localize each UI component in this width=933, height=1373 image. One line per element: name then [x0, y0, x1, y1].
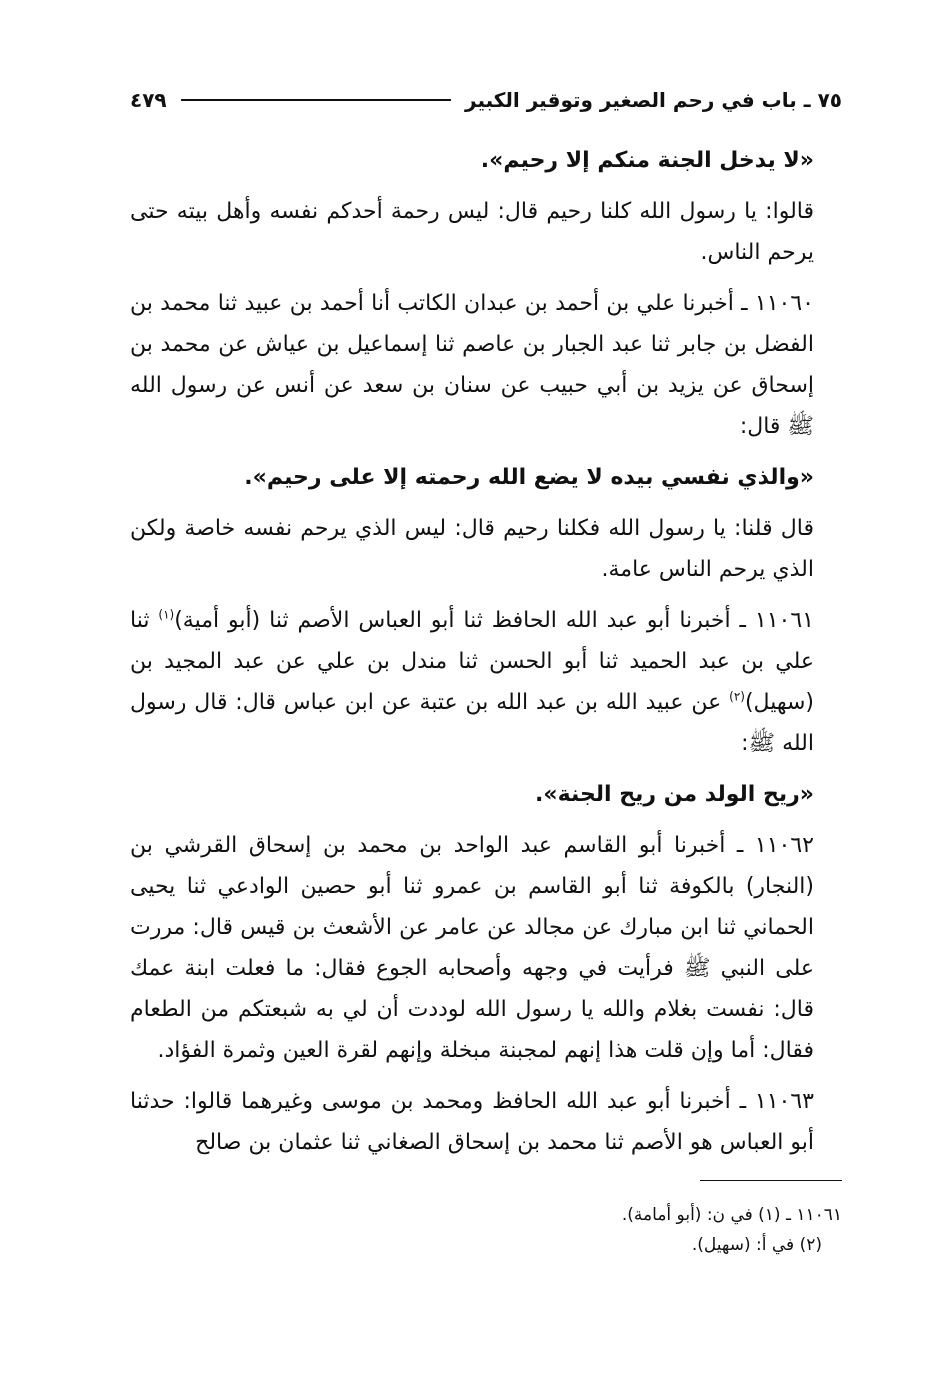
footnote-ref-2[interactable]: (٢): [729, 689, 745, 704]
hadith-11061-part-c: عن عبيد الله بن عبد الله بن عتبة عن ابن عباس قال: قال رسول الله ﷺ:: [130, 690, 814, 756]
paragraph-5: قال قلنا: يا رسول الله فكلنا رحيم قال: ليس الذي يرحم نفسه خاصة ولكن الذي يرحم الناس عامة.: [130, 516, 814, 582]
paragraph-2: قالوا: يا رسول الله كلنا رحيم قال: ليس رحمة أحدكم نفسه وأهل بيته حتى يرحم الناس.: [130, 199, 814, 265]
hadith-11061: [130, 600, 842, 764]
hadith-11060: ١١٠٦٠ ـ أخبرنا علي بن أحمد بن عبدان الكاتب أنا أحمد بن عبيد ثنا محمد بن الفضل بن جابر ثنا عبد الجبار بن عاصم ثنا إسماعيل بن عياش عن محمد بن إسحاق عن يزيد بن أبي حبيب عن سنان بن سعد عن أنس عن رسول الله ﷺ قال:: [130, 291, 814, 439]
hadith-11063: ١١٠٦٣ ـ أخبرنا أبو عبد الله الحافظ ومحمد بن موسى وغيرهما قالوا: حدثنا أبو العباس هو الأصم ثنا محمد بن إسحاق الصغاني ثنا عثمان بن صالح: [130, 1089, 814, 1155]
hadith-11062: ١١٠٦٢ ـ أخبرنا أبو القاسم عبد الواحد بن محمد بن إسحاق القرشي بن (النجار) بالكوفة ثنا أبو القاسم بن عمرو ثنا أبو حصين الوادعي ثنا يحيى الحماني ثنا ابن مبارك عن مجالد عن عامر عن الأشعث بن قيس قال: مررت على النبي ﷺ فرأيت في وجهه وأصحابه الجوع فقال: ما فعلت ابنة عمك قال: نفست بغلام والله يا رسول الله لوددت أن لي به شبعتكم من الطعام فقال: أما وإن قلت هذا إنهم لمجبنة مبخلة وإنهم لقرة العين وثمرة الفؤاد.: [130, 833, 814, 1063]
hadith-quote-1: «لا يدخل الجنة منكم إلا رحيم».: [480, 148, 814, 173]
page-number: ٤٧٩: [130, 88, 167, 112]
hadith-11061-part-b: ثنا علي بن عبد الحميد ثنا أبو الحسن ثنا مندل بن علي عن عبد المجيد بن (سهيل): [130, 608, 814, 715]
footnote-separator: [700, 1180, 842, 1181]
footnote-2: (٢) في أ: (سهيل).: [691, 1235, 822, 1255]
hadith-quote-3: «ريح الولد من ريح الجنة».: [535, 782, 814, 807]
footnote-1: ١١٠٦١ ـ (١) في ن: (أبو أمامة).: [621, 1205, 842, 1225]
chapter-title: ٧٥ ـ باب في رحم الصغير وتوقير الكبير: [465, 88, 842, 112]
running-header: [130, 80, 842, 120]
footnotes: [130, 1200, 842, 1260]
header-rule: [181, 99, 451, 101]
footnote-ref-1[interactable]: (١): [158, 607, 175, 622]
main-text: [130, 140, 842, 1173]
hadith-11061-part-a: ١١٠٦١ ـ أخبرنا أبو عبد الله الحافظ ثنا أبو العباس الأصم ثنا (أبو أمية): [174, 608, 814, 633]
hadith-quote-2: «والذي نفسي بيده لا يضع الله رحمته إلا على رحيم».: [244, 465, 814, 490]
